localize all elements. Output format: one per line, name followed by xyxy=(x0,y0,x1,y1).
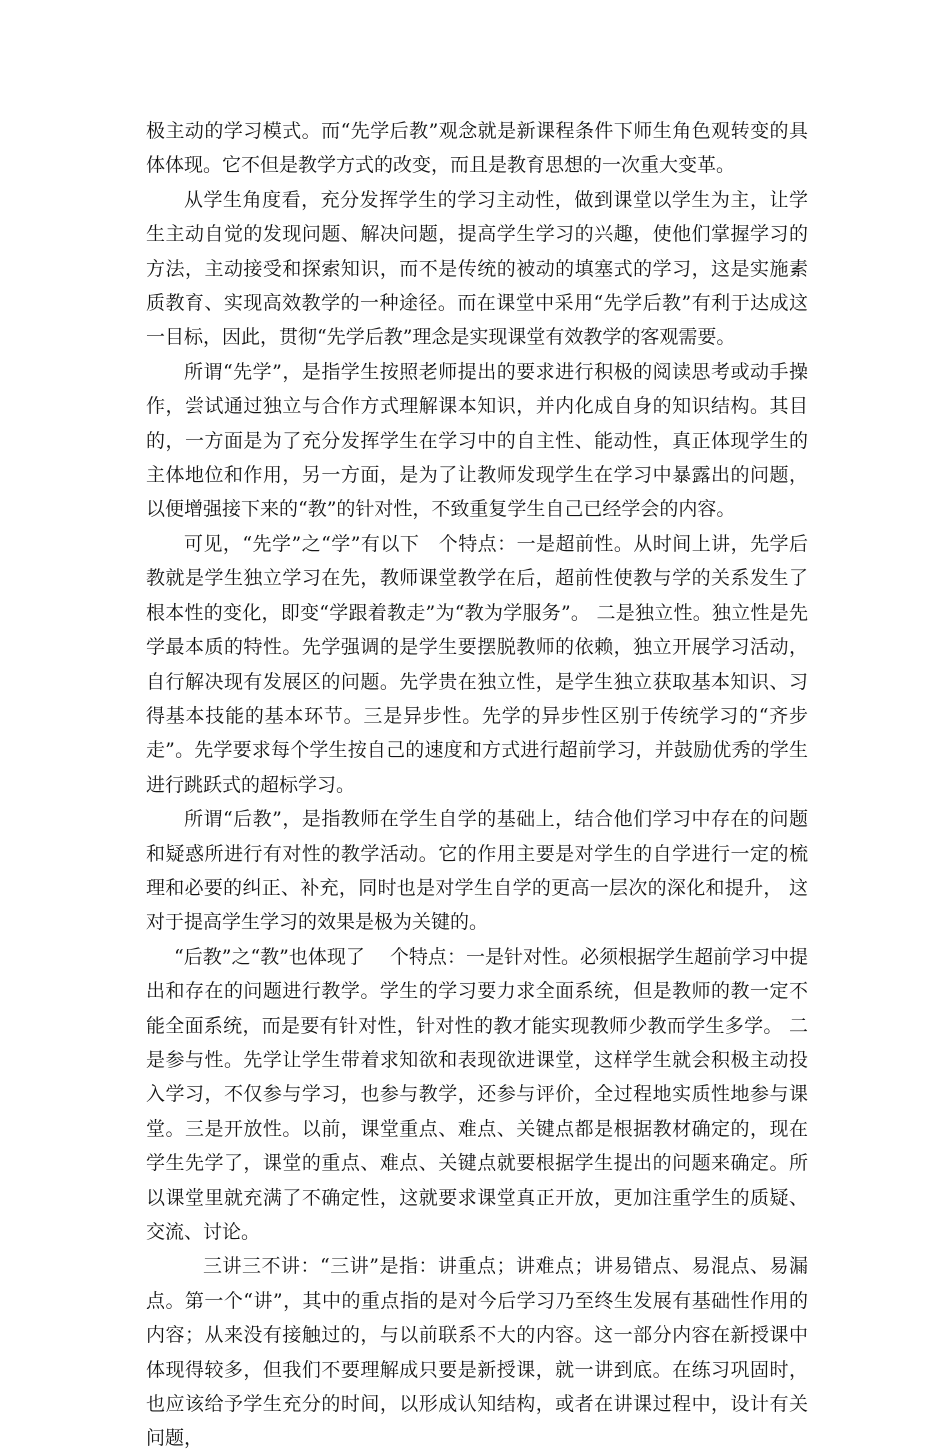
paragraph-xianxue-definition: 所谓“先学”，是指学生按照老师提出的要求进行积极的阅读思考或动手操作，尝试通过独立与合作方式理解课本知识，并内化成自身的知识结构。其目的，一方面是为了充分发挥学生在学习中的自主性、能动性，真正体现学生的主体地位和作用，另一方面，是为了让教师发现学生在学习中暴露出的问题，以便增强接下来的“教”的针对性，不致重复学生自己已经学会的内容。 xyxy=(146,360,808,521)
paragraph-student-perspective: 从学生角度看，充分发挥学生的学习主动性，做到课堂以学生为主，让学生主动自觉的发现问题、解决问题，提高学生学习的兴趣，使他们掌握学习的方法，主动接受和探索知识，而不是传统的被动的填塞式的学习，这是实施素质教育、实现高效教学的一种途径。而在课堂中采用“先学后教”有利于达成这一目标，因此，贯彻“先学后教”理念是实现课堂有效教学的客观需要。 xyxy=(146,188,808,349)
paragraph-houjiao-definition: 所谓“后教”，是指教师在学生自学的基础上，结合他们学习中存在的问题和疑惑所进行有对性的教学活动。它的作用主要是对学生的自学进行一定的梳理和必要的纠正、补充，同时也是对学生自学的更高一层次的深化和提升， 这对于提高学生学习的效果是极为关键的。 xyxy=(146,808,808,934)
paragraph-continuation: 极主动的学习模式。而“先学后教”观念就是新课程条件下师生角色观转变的具体体现。它不但是教学方式的改变，而且是教育思想的一次重大变革。 xyxy=(146,120,808,177)
paragraph-houjiao-features: “后教”之“教”也体现了 个特点：一是针对性。必须根据学生超前学习中提出和存在的问题进行教学。学生的学习要力求全面系统，但是教师的教一定不能全面系统，而是要有针对性，针对性的教才能实现教师少教而学生多学。 二是参与性。先学让学生带着求知欲和表现欲进课堂，这样学生就会积极主动投入学习，不仅参与学习，也参与教学，还参与评价，全过程地实质性地参与课堂。三是开放性。以前，课堂重点、难点、关键点都是根据教材确定的，现在学生先学了，课堂的重点、难点、关键点就要根据学生提出的问题来确定。所以课堂里就充满了不确定性，这就要求课堂真正开放，更加注重学生的质疑、交流、讨论。 xyxy=(146,945,808,1243)
document-body xyxy=(146,114,808,1456)
paragraph-three-speak: 三讲三不讲：“三讲”是指：讲重点；讲难点；讲易错点、易混点、易漏点。第一个“讲”，其中的重点指的是对今后学习乃至终生发展有基础性作用的内容；从来没有接触过的，与以前联系不大的内容。这一部分内容在新授课中体现得较多，但我们不要理解成只要是新授课，就一讲到底。在练习巩固时，也应该给予学生充分的时间，以形成认知结构，或者在讲课过程中，设计有关问题， xyxy=(146,1255,808,1450)
paragraph-xianxue-features: 可见，“先学”之“学”有以下 个特点：一是超前性。从时间上讲，先学后教就是学生独立学习在先，教师课堂教学在后，超前性使教与学的关系发生了根本性的变化，即变“学跟着教走”为“教为学服务”。 二是独立性。独立性是先学最本质的特性。先学强调的是学生要摆脱教师的依赖，独立开展学习活动，自行解决现有发展区的问题。先学贵在独立性，是学生独立获取基本知识、习得基本技能的基本环节。三是异步性。先学的异步性区别于传统学习的“齐步走”。先学要求每个学生按自己的速度和方式进行超前学习，并鼓励优秀的学生进行跳跃式的超标学习。 xyxy=(146,532,808,796)
